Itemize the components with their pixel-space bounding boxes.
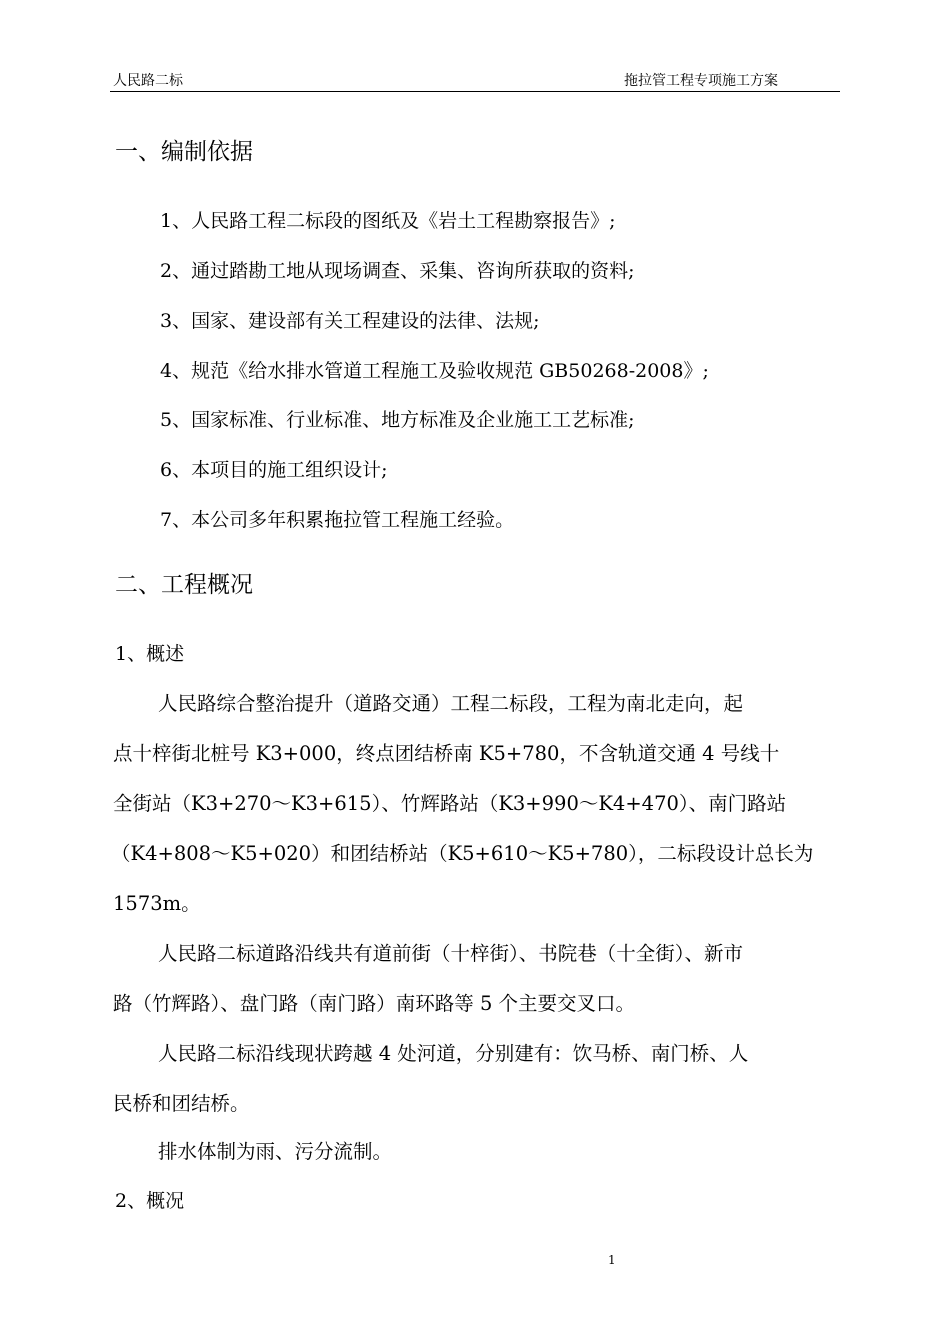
overview-para-1-line-2: 点十梓街北桩号 K3+000，终点团结桥南 K5+780，不含轨道交通 4 号线十 — [113, 742, 780, 765]
overview-para-1-line-4: （K4+808～K5+020）和团结桥站（K5+610～K5+780），二标段设计总长为 — [111, 842, 814, 865]
basis-item-3: 3、国家、建设部有关工程建设的法律、法规; — [160, 310, 540, 332]
basis-item-2: 2、通过踏勘工地从现场调查、采集、咨询所获取的资料; — [160, 260, 635, 282]
basis-item-4: 4、规范《给水排水管道工程施工及验收规范 GB50268-2008》; — [160, 360, 709, 382]
overview-para-1-line-1: 人民路综合整治提升（道路交通）工程二标段，工程为南北走向，起 — [158, 692, 744, 715]
overview-para-1-line-5: 1573m。 — [113, 892, 201, 915]
basis-item-5: 5、国家标准、行业标准、地方标准及企业施工工艺标准; — [160, 409, 635, 431]
overview-para-2-line-2: 路（竹辉路）、盘门路（南门路）南环路等 5 个主要交叉口。 — [113, 992, 636, 1015]
overview-para-2-line-1: 人民路二标道路沿线共有道前街（十梓街）、书院巷（十全街）、新市 — [158, 942, 744, 965]
subsection-details-heading: 2、概况 — [115, 1190, 185, 1212]
basis-item-6: 6、本项目的施工组织设计; — [160, 459, 388, 481]
page-number: 1 — [608, 1253, 616, 1267]
section-2-heading: 二、工程概况 — [115, 572, 253, 598]
header-divider — [110, 91, 840, 92]
basis-item-7: 7、本公司多年积累拖拉管工程施工经验。 — [160, 509, 515, 531]
subsection-overview-heading: 1、概述 — [115, 643, 185, 665]
overview-para-4: 排水体制为雨、污分流制。 — [158, 1140, 393, 1163]
section-1-heading: 一、编制依据 — [115, 139, 253, 165]
overview-para-3-line-1: 人民路二标沿线现状跨越 4 处河道，分别建有：饮马桥、南门桥、人 — [158, 1042, 749, 1065]
overview-para-3-line-2: 民桥和团结桥。 — [113, 1092, 250, 1115]
overview-para-1-line-3: 全街站（K3+270～K3+615）、竹辉路站（K3+990～K4+470）、南门路站 — [113, 792, 787, 815]
basis-item-1: 1、人民路工程二标段的图纸及《岩土工程勘察报告》; — [160, 210, 616, 232]
header-right-title: 拖拉管工程专项施工方案 — [624, 73, 778, 89]
header-left-title: 人民路二标 — [113, 73, 183, 89]
